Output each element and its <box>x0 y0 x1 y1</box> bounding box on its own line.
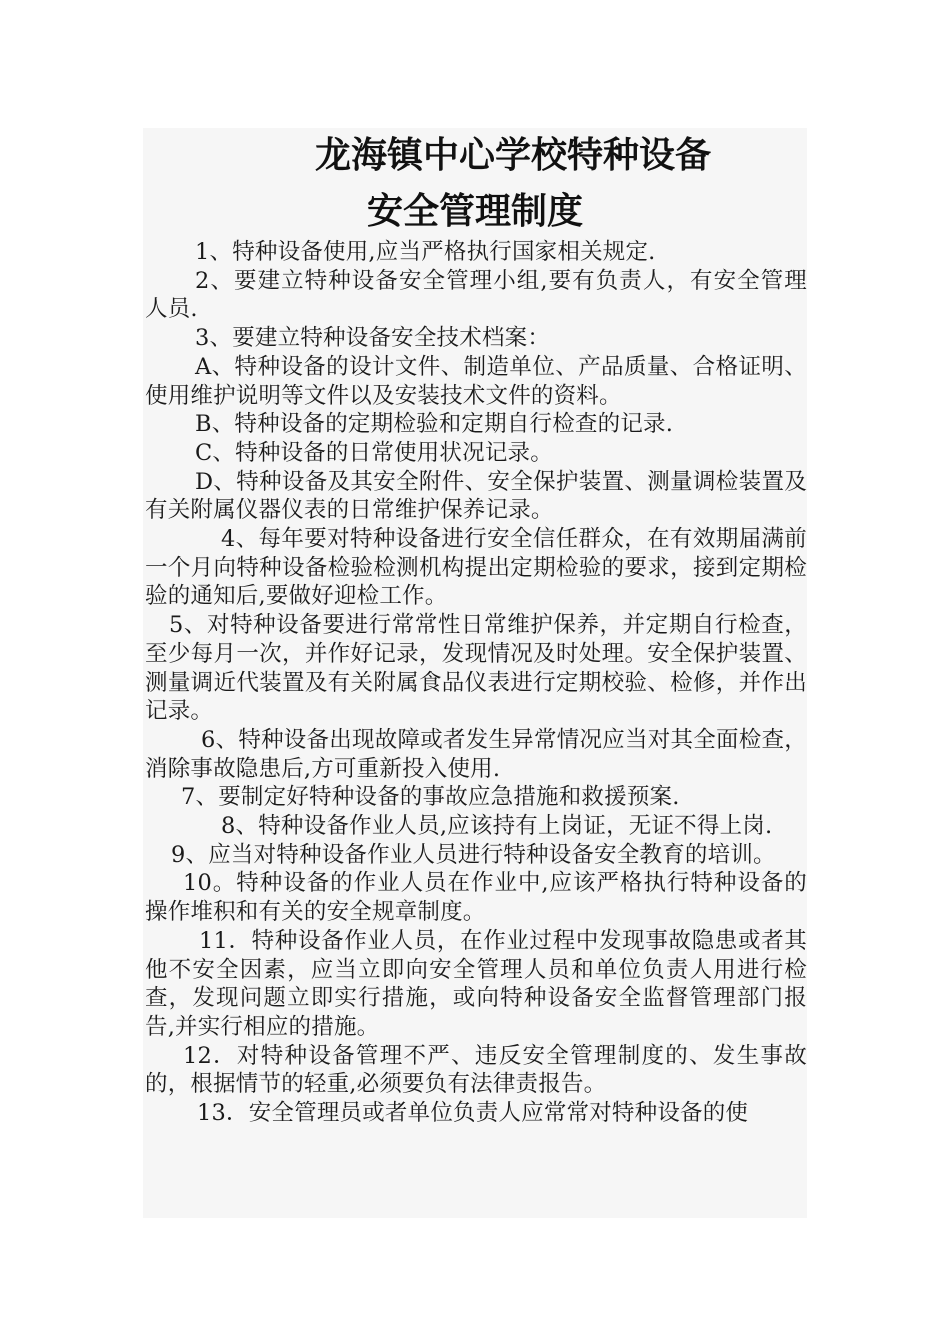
paragraph-11: 11．特种设备作业人员，在作业过程中发现事故隐患或者其他不安全因素，应当立即向安全管理人员和单位负责人用进行检查，发现问题立即实行措施，或向特种设备安全监督管理部门报告,并实行相应的措施。 <box>145 927 807 1040</box>
paragraph-2: 2、要建立特种设备安全管理小组,要有负责人，有安全管理人员. <box>145 267 807 323</box>
document-body <box>145 238 807 1128</box>
paragraph-7: 7、要制定好特种设备的事故应急措施和救援预案. <box>181 784 680 811</box>
paragraph-3d: D、特种设备及其安全附件、安全保护装置、测量调检装置及有关附属仪器仪表的日常维护保养记录。 <box>145 468 807 524</box>
paragraph-3a: A、特种设备的设计文件、制造单位、产品质量、合格证明、使用维护说明等文件以及安装技术文件的资料。 <box>145 353 807 409</box>
paragraph-3c: C、特种设备的日常使用状况记录。 <box>195 439 553 466</box>
paragraph-1: 1、特种设备使用,应当严格执行国家相关规定. <box>195 239 656 265</box>
paragraph-3: 3、要建立特种设备安全技术档案： <box>195 325 551 352</box>
paragraph-8: 8、特种设备作业人员,应该持有上岗证，无证不得上岗. <box>221 813 773 840</box>
paragraph-5: 5、对特种设备要进行常常性日常维护保养，并定期自行检查，至少每月一次，并作好记录，发现情况及时处理。安全保护装置、测量调近代装置及有关附属食品仪表进行定期校验、检修，并作出记录。 <box>145 612 807 725</box>
paragraph-10: 10。特种设备的作业人员在作业中,应该严格执行特种设备的操作堆积和有关的安全规章制度。 <box>145 870 807 926</box>
document-title-line-2: 安全管理制度 <box>366 191 583 232</box>
paragraph-12: 12．对特种设备管理不严、违反安全管理制度的、发生事故的，根据情节的轻重,必须要负有法律责报告。 <box>145 1042 807 1098</box>
paragraph-13: 13．安全管理员或者单位负责人应常常对特种设备的使 <box>197 1100 749 1127</box>
paragraph-3b: B、特种设备的定期检验和定期自行检查的记录. <box>195 411 674 438</box>
paragraph-9: 9、应当对特种设备作业人员进行特种设备安全教育的培训。 <box>171 841 776 868</box>
paragraph-6: 6、特种设备出现故障或者发生异常情况应当对其全面检查，消除事故隐患后,方可重新投入使用. <box>145 726 807 782</box>
document-title-line-1: 龙海镇中心学校特种设备 <box>314 135 711 176</box>
paragraph-4: 4、每年要对特种设备进行安全信任群众，在有效期届满前一个月向特种设备检验检测机构提出定期检验的要求，接到定期检验的通知后,要做好迎检工作。 <box>145 526 807 610</box>
